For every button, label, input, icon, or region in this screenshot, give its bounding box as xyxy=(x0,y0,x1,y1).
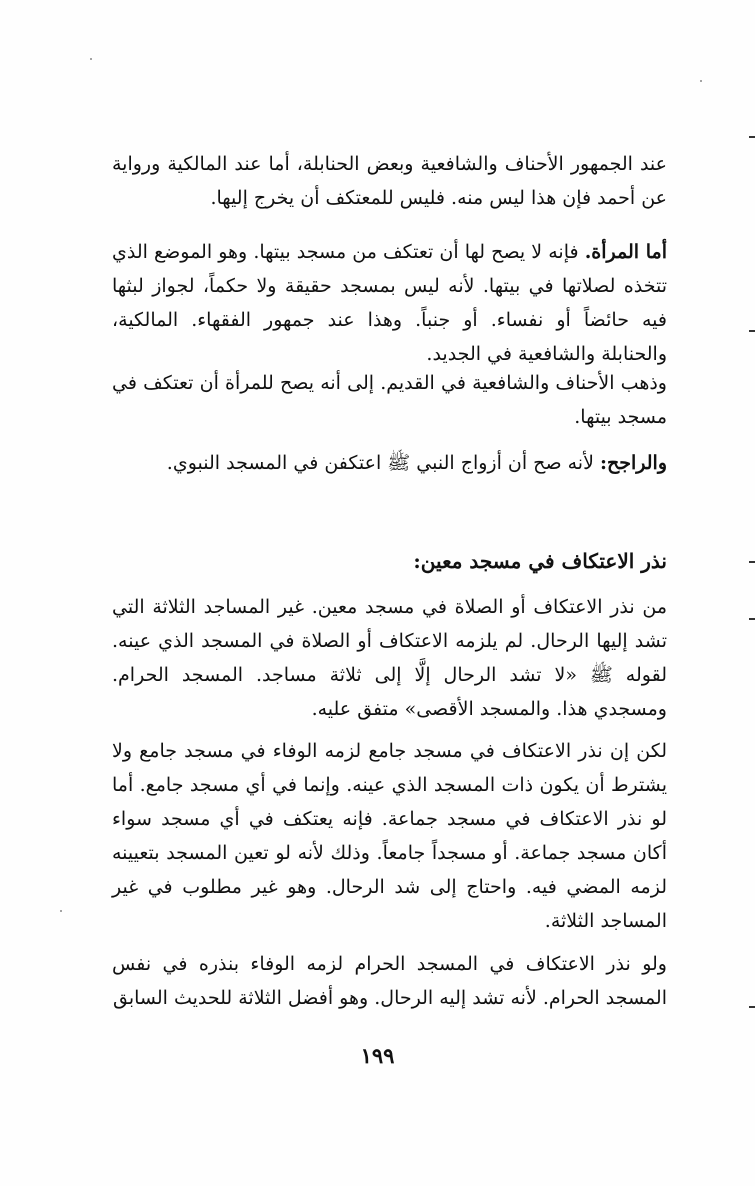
paragraph-woman-ruling xyxy=(112,235,667,371)
paragraph-text: عند الجمهور الأحناف والشافعية وبعض الحنابلة، أما عند المالكية ورواية عن أحمد فإن هذا ليس منه. فليس للمعتكف أن يخرج إليها. xyxy=(112,153,667,209)
paragraph-text: فإنه لا يصح لها أن تعتكف من مسجد بيتها. وهو الموضع الذي تتخذه لصلاتها في بيتها. لأنه ليس بمسجد حقيقة ولا حكماً، لجواز لبثها فيه حائضاً أو نفساء. أو جنباً. وهذا عند جمهور الفقهاء. المالكية، والحنابلة والشافعية في الجديد. xyxy=(112,241,667,365)
paragraph-text: من نذر الاعتكاف أو الصلاة في مسجد معين. غير المساجد الثلاثة التي تشد إليها الرحال. لم يلزمه الاعتكاف أو الصلاة في المسجد الذي عينه. لقوله ﷺ «لا تشد الرحال إلَّا إلى ثلاثة مساجد. المسجد الحرام. ومسجدي هذا. والمسجد الأقصى» متفق عليه. xyxy=(112,596,667,720)
paragraph-text: لأنه صح أن أزواج النبي ﷺ اعتكفن في المسجد النبوي. xyxy=(166,452,600,474)
paragraph-preferred-opinion xyxy=(112,446,667,480)
scan-speck xyxy=(700,80,702,82)
paragraph-text: وذهب الأحناف والشافعية في القديم. إلى أنه يصح للمرأة أن تعتكف في مسجد بيتها. xyxy=(112,372,667,428)
scan-speck xyxy=(90,58,92,60)
scan-speck xyxy=(60,910,62,912)
paragraph-old-opinion xyxy=(112,366,667,434)
paragraph-congregational-mosque xyxy=(112,734,667,938)
paragraph-majority-opinion xyxy=(112,147,667,215)
page-number: ١٩٩ xyxy=(360,1043,395,1068)
scan-edge-mark xyxy=(749,561,755,563)
paragraph-lead: والراجح: xyxy=(599,452,667,474)
scan-edge-mark xyxy=(749,618,755,620)
scan-edge-mark xyxy=(749,136,755,138)
paragraph-specific-mosque xyxy=(112,590,667,726)
section-heading: نذر الاعتكاف في مسجد معين: xyxy=(413,549,667,573)
paragraph-text: ولو نذر الاعتكاف في المسجد الحرام لزمه الوفاء بنذره في نفس المسجد الحرام. لأنه تشد إليه الرحال. وهو أفضل الثلاثة للحديث السابق xyxy=(112,953,667,1009)
paragraph-sacred-mosque xyxy=(112,947,667,1015)
paragraph-lead: أما المرأة. xyxy=(584,241,667,263)
paragraph-text: لكن إن نذر الاعتكاف في مسجد جامع لزمه الوفاء في مسجد جامع ولا يشترط أن يكون ذات المسجد الذي عينه. وإنما في أي مسجد جامع. أما لو نذر الاعتكاف في مسجد جماعة. فإنه يعتكف في أي مسجد سواء أكان مسجد جماعة. أو مسجداً جامعاً. وذلك لأنه لو تعين المسجد بتعيينه لزمه المضي فيه. واحتاج إلى شد الرحال. وهو غير مطلوب في غير المساجد الثلاثة. xyxy=(112,740,667,932)
scan-edge-mark xyxy=(749,330,755,332)
scan-edge-mark xyxy=(749,1006,755,1008)
